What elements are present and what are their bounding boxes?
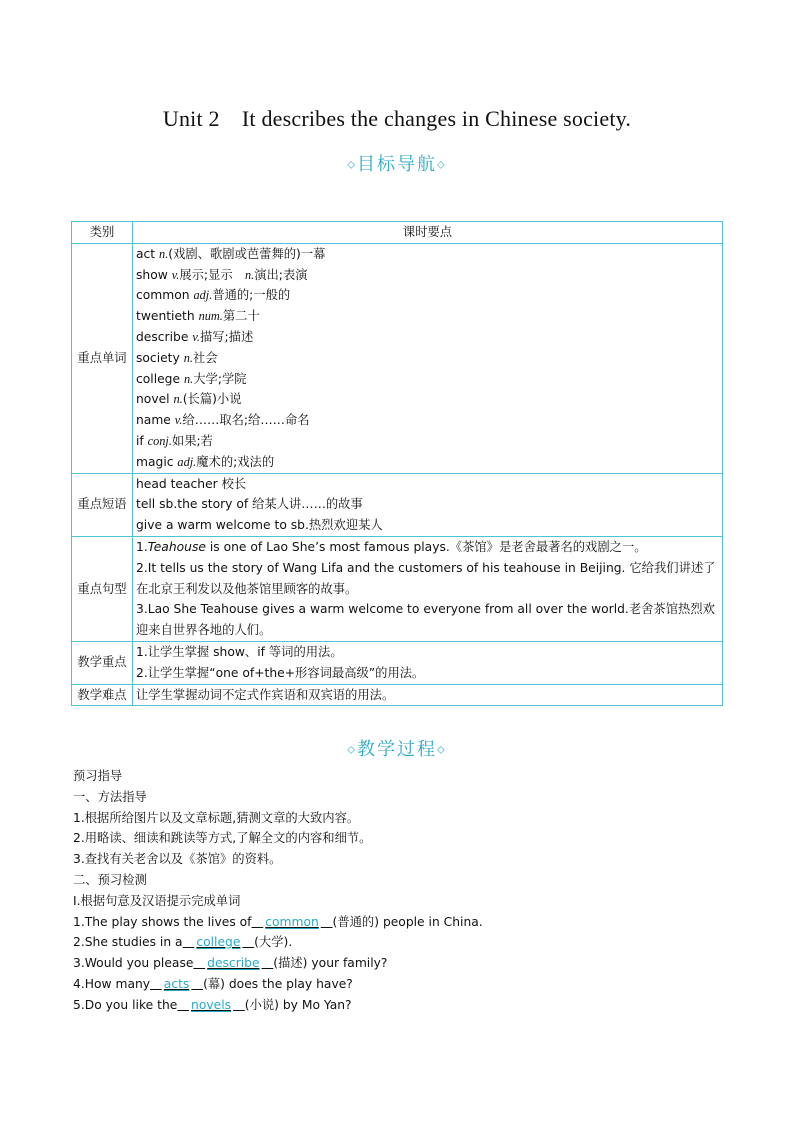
exercise-item (73, 932, 733, 953)
table-row-teaching-difficulty (72, 684, 723, 706)
answer-text: common (265, 914, 319, 929)
answer-blank (150, 977, 203, 991)
header-content: 课时要点 (133, 222, 723, 244)
part-of-speech: n. (183, 371, 194, 386)
category-cell: 重点短语 (72, 473, 133, 536)
category-cell: 教学重点 (72, 641, 133, 684)
check-title: 二、预习检测 (73, 872, 147, 887)
word: twentieth (136, 309, 195, 324)
word: magic (136, 454, 174, 469)
sentence-line: 3.Lao She Teahouse gives a warm welcome to everyone from all over the world.老舍茶馆热烈欢迎来自世界各地的人们。 (136, 602, 715, 638)
page-title: Unit 2 It describes the changes in Chinese society. (162, 106, 632, 131)
exercise-hint: (幕) (203, 976, 225, 991)
exercise-text: 2.She studies in a (73, 935, 183, 950)
method-title: 一、方法指导 (73, 789, 147, 804)
answer-blank (252, 915, 333, 929)
focus-line: 2.让学生掌握“one of+the+形容词最高级”的用法。 (136, 665, 425, 680)
exercise-text: 3.Would you please (73, 956, 194, 971)
answer-blank (177, 998, 244, 1012)
table-row-key-words (72, 243, 723, 473)
word-line (136, 306, 719, 327)
sentence-line (136, 537, 719, 558)
word: act (136, 246, 156, 261)
word: name (136, 413, 171, 428)
word: describe (136, 329, 189, 344)
category-cell: 重点句型 (72, 536, 133, 641)
word-meaning: 给……取名;给……命名 (182, 413, 310, 428)
teaching-process-body (73, 766, 733, 1016)
answer-text: college (196, 935, 241, 950)
word-line (136, 265, 719, 286)
word-line (136, 244, 719, 265)
exercise-text: your family? (307, 956, 388, 971)
exercise-item (73, 953, 733, 974)
exercise-hint: (大学). (254, 935, 293, 950)
word: novel (136, 392, 170, 407)
phrase-line: give a warm welcome to sb.热烈欢迎某人 (136, 518, 383, 533)
word-meaning: 社会 (192, 350, 218, 365)
diamond-icon: ◇ (437, 159, 447, 171)
diamond-icon: ◇ (347, 159, 357, 171)
word-meaning: 如果;若 (171, 433, 213, 448)
objectives-heading-text: 目标导航 (357, 154, 437, 175)
method-item: 1.根据所给图片以及文章标题,猜测文章的大致内容。 (73, 810, 360, 825)
exercise-text: 1.The play shows the lives of (73, 914, 252, 929)
word: college (136, 371, 181, 386)
exercise-text: by Mo Yan? (278, 997, 352, 1012)
sentence-text: is one of Lao She’s most famous plays.《茶馆》是老舍最著名的戏剧之一。 (205, 539, 647, 554)
exercise-list (73, 912, 733, 1016)
sentence-italic: Teahouse (147, 539, 206, 554)
phrase-line: tell sb.the story of 给某人讲……的故事 (136, 497, 363, 512)
word-meaning: (戏剧、歌剧或芭蕾舞的)一幕 (168, 246, 326, 261)
category-cell: 重点单词 (72, 243, 133, 473)
word: common (136, 288, 190, 303)
sentence-line: 2.It tells us the story of Wang Lifa and the customers of his teahouse in Beijing. 它给我们讲述了在北京王利发以及他茶馆里顾客的故事。 (136, 560, 716, 596)
sentence-number: 1. (136, 539, 148, 554)
teaching-difficulty-cell (133, 684, 723, 706)
word-meaning: 第二十 (222, 309, 260, 324)
word-line (136, 348, 719, 369)
word-line (136, 431, 719, 452)
part-of-speech: n. (159, 246, 169, 261)
word-line (136, 452, 719, 473)
part-of-speech: v. (174, 413, 183, 428)
exercise-text: 4.How many (73, 976, 151, 991)
process-heading-text: 教学过程 (357, 739, 437, 760)
table-row-teaching-focus (72, 641, 723, 684)
part-of-speech: v. (192, 329, 200, 344)
lesson-goals-table (71, 221, 723, 706)
word-meaning: (长篇)小说 (182, 392, 242, 407)
table-row-key-phrases (72, 473, 723, 536)
word-meaning: 大学;学院 (193, 371, 247, 386)
method-item: 2.用略读、细读和跳读等方式,了解全文的内容和细节。 (73, 831, 372, 846)
process-heading (0, 735, 794, 761)
exercise-hint: (描述) (273, 956, 308, 971)
difficulty-line: 让学生掌握动词不定式作宾语和双宾语的用法。 (136, 687, 395, 702)
part-of-speech: n. (173, 392, 183, 407)
key-sentences-cell (133, 536, 723, 641)
part-of-speech: adj. (177, 454, 197, 469)
word-meaning: 演出;表演 (254, 267, 308, 282)
word: show (136, 267, 168, 282)
exercise-title: Ⅰ.根据句意及汉语提示完成单词 (73, 893, 241, 908)
part-of-speech: v. (171, 267, 180, 282)
word: if (136, 433, 144, 448)
answer-text: describe (207, 956, 260, 971)
word-line (136, 369, 719, 390)
exercise-hint: (普通的) (332, 914, 380, 929)
part-of-speech: n. (244, 267, 255, 282)
word-line (136, 285, 719, 306)
word-meaning: 展示;显示 (179, 267, 245, 282)
answer-text: novels (191, 997, 232, 1012)
teaching-focus-cell (133, 641, 723, 684)
focus-line: 1.让学生掌握 show、if 等词的用法。 (136, 644, 343, 659)
phrase-line: head teacher 校长 (136, 476, 247, 491)
word-line (136, 410, 719, 431)
exercise-hint: (小说) (244, 997, 279, 1012)
key-phrases-cell (133, 473, 723, 536)
answer-text: acts (163, 976, 190, 991)
table-row-key-sentences (72, 536, 723, 641)
header-category: 类别 (72, 222, 133, 244)
exercise-text: people in China. (379, 914, 483, 929)
key-words-cell (133, 243, 723, 473)
table-header-row (72, 222, 723, 244)
method-item: 3.查找有关老舍以及《茶馆》的资料。 (73, 852, 282, 867)
exercise-item (73, 995, 733, 1016)
word-line (136, 389, 719, 410)
word-meaning: 普通的;一般的 (212, 288, 291, 303)
exercise-item (73, 912, 733, 933)
part-of-speech: num. (198, 309, 223, 324)
word: society (136, 350, 180, 365)
answer-blank (193, 956, 273, 970)
answer-blank (183, 935, 255, 949)
category-cell: 教学难点 (72, 684, 133, 706)
part-of-speech: adj. (193, 288, 213, 303)
word-line (136, 327, 719, 348)
word-meaning: 描写;描述 (199, 329, 254, 344)
word-meaning: 魔术的;戏法的 (196, 454, 275, 469)
exercise-item (73, 974, 733, 995)
objectives-heading (0, 150, 794, 176)
exercise-text: does the play have? (224, 976, 353, 991)
diamond-icon: ◇ (347, 744, 357, 756)
preview-title: 预习指导 (73, 769, 123, 783)
diamond-icon: ◇ (437, 744, 447, 756)
exercise-text: 5.Do you like the (73, 997, 178, 1012)
part-of-speech: n. (183, 350, 193, 365)
part-of-speech: conj. (147, 433, 172, 448)
